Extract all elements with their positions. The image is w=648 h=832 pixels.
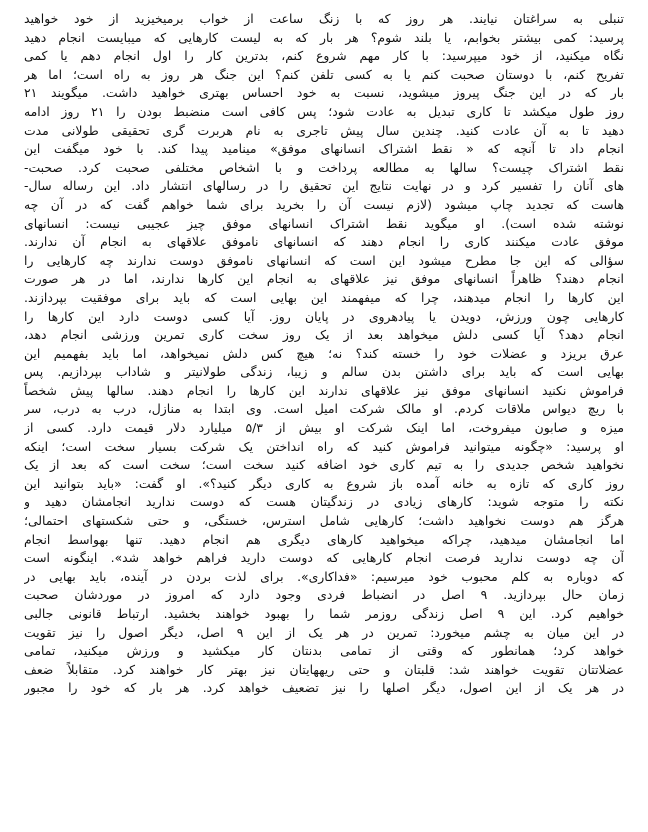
text-line: انجام دهند؟ ظاهراً انسانهای موفق نیز علاقهای به انجام این کارها ندارند، اما در هر صورت xyxy=(24,271,624,287)
text-line: هاست که تجدید چاپ میشود (لازم نیست آن را بخرید برای شما خواهم گفت که در آن چه xyxy=(24,196,624,212)
text-line: کارهایی چون ورزش، دویدن یا پیادهروی در پایان روز. آیا کسی دوست دارد این کارها را xyxy=(24,308,624,324)
text-line: پرسید: کمی بیشتر بخوابم، یا بلند شوم؟ هر بار که به لیست کارهایی که میبایست انجام دهید xyxy=(24,29,624,45)
text-line: موفق عادت میکنند کاری را انجام دهند که انسانهای ناموفق علاقهای به انجام آن ندارند. xyxy=(24,234,624,250)
text-line: عرق بریزد و عضلات خود را خسته کند؟ نه؛ هیچ کس دلش نمیخواهد، اما باید بفهمیم این xyxy=(24,345,624,361)
text-line: سؤالی که این جا مطرح میشود این است که انسانهای ناموفق دوست ندارند چه کارهایی را xyxy=(24,252,624,268)
text-line: نوشته شده است). او میگوید نقط اشتراک انسانهای موفق چیز عجیبی نیست: انسانهای xyxy=(24,215,624,231)
text-line: او پرسید: «چگونه میتوانید فراموش کنید که راه انداختن یک شرکت بسیار سخت است؛ اینکه xyxy=(24,438,624,454)
text-line: در این میان به چشم میخورد: تمرین در هر یک از این ۹ اصل، دیگر اصول را نیز تقویت xyxy=(24,624,624,640)
text-line: نقط اشتراک چیست؟ سالها به مطالعه پرداخت و با اشخاص مختلفی صحبت کرد. صحبت- xyxy=(24,159,624,175)
text-line: خواهد کرد؛ همانطور که وقتی از تمامی بدنتان کار میکشید و ورزش میکنید، تمامی xyxy=(24,643,624,659)
text-line: فراموش نکنید انسانهای موفق نیز علاقهای ندارند این کارها را انجام دهند. سالها پیش شخصاً xyxy=(24,382,624,398)
text-line: با ریچ دیواس ملاقات کردم. او مالک شرکت امیل است. وی ابتدا به منازل، درب به درب، سر xyxy=(24,401,624,417)
text-line: هرگز هم دوست نخواهید داشت؛ کارهایی شامل استرس، خستگی، و حتی شکستهای احتمالی؛ xyxy=(24,513,624,529)
text-line: نگاه میکنید، از خود میپرسید: با کار مهم شروع کنم، بدترین کار را اول انجام دهم یا کمی xyxy=(24,48,624,64)
text-line: در هر یک از این اصول، دیگر اصلها را نیز تضعیف خواهد کرد. هر بار که خود را مجبور xyxy=(24,680,624,696)
text-line: نخواهید شخص جدیدی را به تیم کاری خود اضافه کنید سخت است؛ سخت است که بعد از یک xyxy=(24,457,624,473)
text-line: بار که در این جنگ پیروز میشوید، نسبت به خود احساس بهتری خواهید داشت. میگویند ۲۱ xyxy=(24,85,624,101)
text-line: عضلاتتان تقویت خواهند شد: قلبتان و حتی ریههایتان نیز بهتر کار خواهند کرد. متقابلاً ضعف xyxy=(24,661,624,677)
text-line: دهید تا به آن عادت کنید. چندین سال پیش تاجری به نام هربرت گری تحقیقی طولانی مدت xyxy=(24,122,624,138)
text-line: تنبلی به سراغتان نیایند. هر روز که با زنگ ساعت از خواب برمیخیزید از خود خواهید xyxy=(24,11,624,26)
text-line: تفریح کنم، با دوستان صحبت کنم یا به کسی تلفن کنم؟ این جنگ هر روز به راه است؛ اما هر xyxy=(24,66,624,82)
text-line: روز کاری که تازه به خانه آمده باز شروع به کاری دیگر کنید؟». او گفت: «باید بتوانید این xyxy=(24,475,624,491)
text-line: های آنان را تفسیر کرد و در نهایت نتایج این تحقیق را در رسالهای انتشار داد. این رساله سال- xyxy=(24,178,624,194)
text-line: انجام داد تا آنچه که « نقط اشتراک انسانهای موفق» مینامید پیدا کند. با خود میگفت این xyxy=(24,141,624,157)
text-line: نکته را متوجه شوید: کارهای زیادی در زندگیتان هست که دوست ندارید انجامشان دهید و xyxy=(24,494,624,510)
text-line: میزه و صابون میفروخت، اما اینک شرکت او بیش از ۵/۳ میلیارد دلار قیمت دارد. کسی از xyxy=(24,420,624,436)
text-line: که دوباره به کلم محبوب خود میرسیم: «فداکاری». برای لذت بردن در آینده، باید بهایی در xyxy=(24,568,624,584)
text-line: بهایی است که باید برای داشتن بدن سالم و زیبا، زندگی طولانیتر و شاداب بپردازیم. پس xyxy=(24,364,624,380)
text-line: زمان حال بپردازید. ۹ اصل در انضباط فردی وجود دارد که امروز در موردشان صحبت xyxy=(24,587,624,603)
text-line: روز طول میکشد تا کاری تبدیل به عادت شود؛ پس کافی است منضبط بودن را ۲۱ روز ادامه xyxy=(24,103,624,119)
text-line: اما انجامشان میدهید، چراکه میخواهید کارهای دیگری هم انجام دهید. تنها بهواسط انجام xyxy=(24,531,624,547)
text-line: انجام دهد؟ آیا کسی دلش میخواهد بعد از یک روز سخت کاری تمرین ورزشی انجام دهد، xyxy=(24,327,624,343)
text-line: آن چه دوست ندارید فرصت انجام کارهایی که دوست دارید فراهم خواهد شد». اینگونه است xyxy=(24,550,624,566)
text-line: این کارها را انجام میدهند، چرا که میفهمند این بهایی است که باید برای موفقیت بپردازند. xyxy=(24,289,624,305)
text-line: خواهیم کرد. این ۹ اصل زندگی روزمر شما را بهبود خواهند بخشید. ارتباط قانونی جالبی xyxy=(24,606,624,621)
